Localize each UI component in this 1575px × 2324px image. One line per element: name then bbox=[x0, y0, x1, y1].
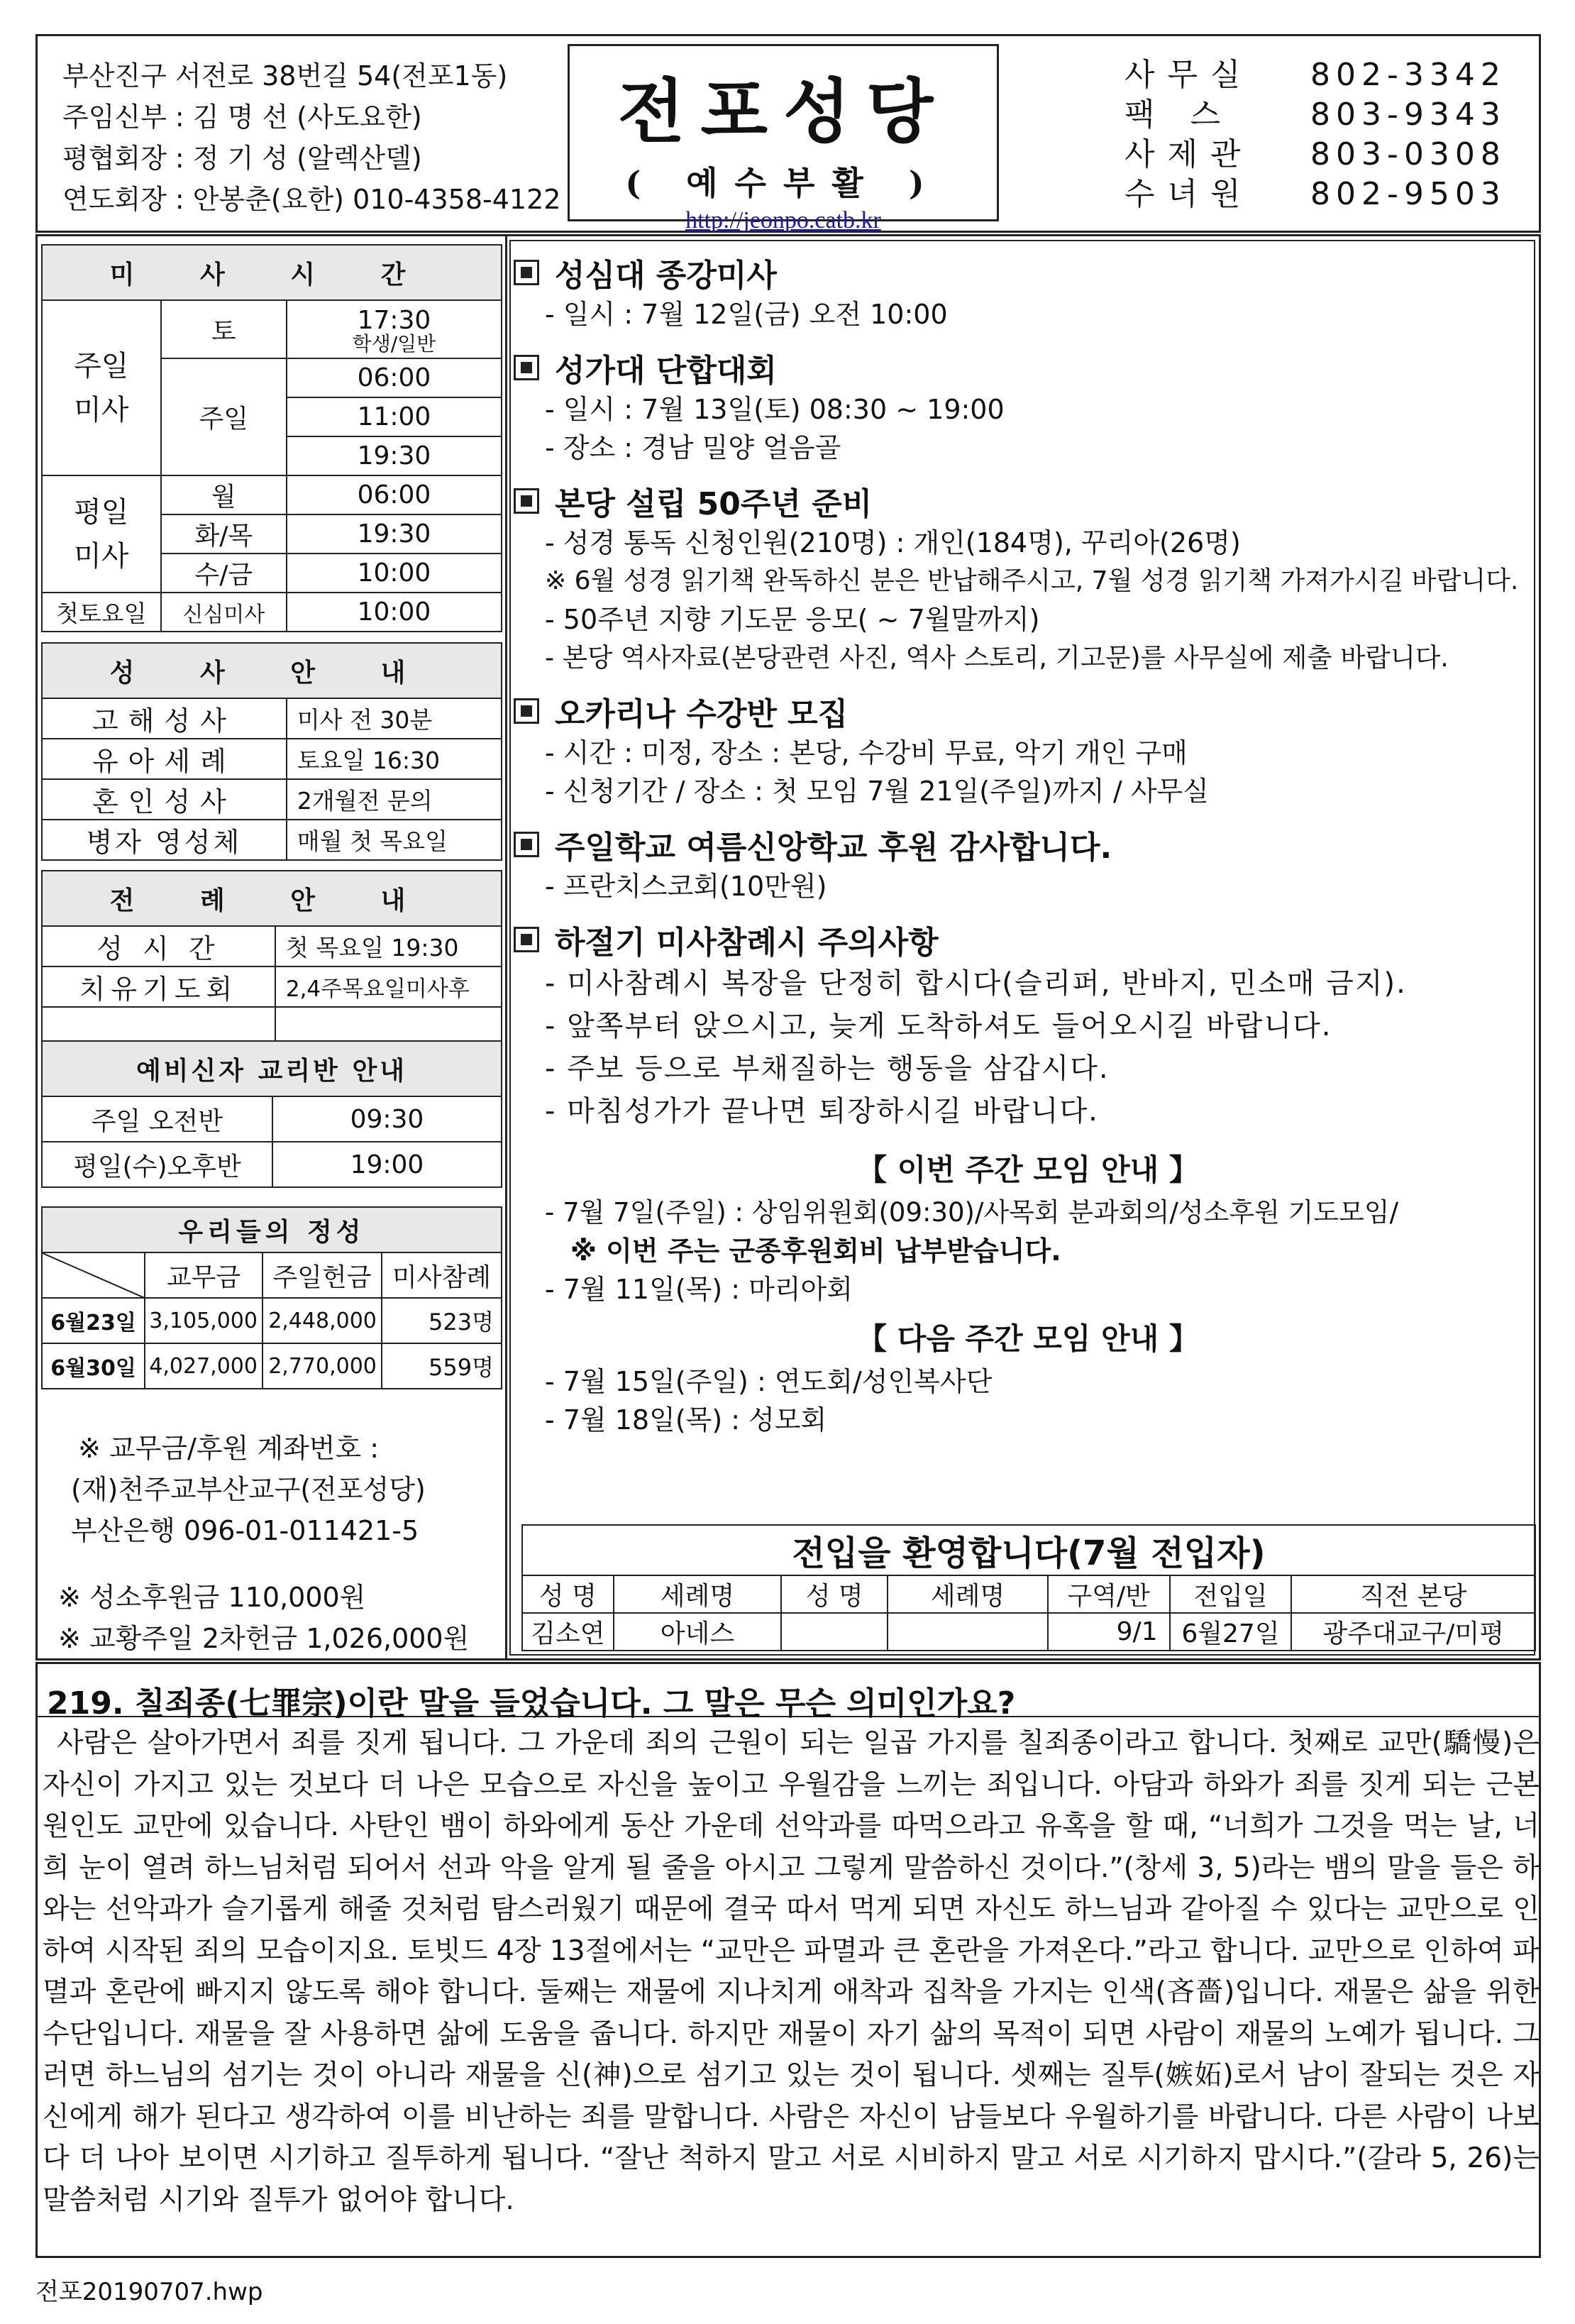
offering-value: 2,770,000 bbox=[262, 1343, 382, 1389]
sacrament-value: 2개월전 문의 bbox=[287, 779, 502, 820]
welcome-cell bbox=[888, 1613, 1047, 1651]
notice-title: 성심대 종강미사 bbox=[555, 258, 777, 294]
offering-value: 4,027,000 bbox=[145, 1343, 262, 1389]
sacrament-value: 토요일 16:30 bbox=[287, 739, 502, 779]
welcome-cell: 6월27일 bbox=[1170, 1613, 1292, 1651]
welcome-cell: 9/1 bbox=[1048, 1613, 1170, 1651]
weekday-day: 화/목 bbox=[161, 514, 287, 554]
contact-row: 사무실 802-3342 bbox=[1124, 57, 1506, 93]
class-time: 19:00 bbox=[272, 1142, 502, 1187]
square-bullet-icon bbox=[514, 260, 539, 285]
sacrament-label: 병자 영성체 bbox=[42, 820, 287, 860]
notice-line: - 마침성가가 끝나면 퇴장하시길 바랍니다. bbox=[545, 1095, 1099, 1128]
file-name: 전포20190707.hwp bbox=[35, 2278, 263, 2306]
sunday-time: 06:00 bbox=[287, 358, 502, 397]
worship-value: 첫 목요일 19:30 bbox=[275, 926, 502, 967]
worship-label: 성 시 간 bbox=[42, 926, 275, 967]
notice-item bbox=[514, 822, 1542, 905]
weekday-day: 월 bbox=[161, 475, 287, 514]
notice-title: 주일학교 여름신앙학교 후원 감사합니다. bbox=[555, 830, 1112, 866]
notice-line: - 미사참례시 복장을 단정히 합시다(슬리퍼, 반바지, 민소매 금지). bbox=[545, 967, 1407, 1000]
first-saturday-kind: 신심미사 bbox=[161, 593, 287, 632]
notice-line: - 시간 : 미정, 장소 : 본당, 수강비 무료, 악기 개인 구매 bbox=[545, 737, 1188, 769]
notice-line: - 본당 역사자료(본당관련 사진, 역사 스토리, 기고문)를 사무실에 제출 바랍니다. bbox=[545, 642, 1449, 673]
account-line: (재)천주교부산교구(전포성당) bbox=[71, 1474, 426, 1505]
welcome-header: 전입일 bbox=[1170, 1575, 1292, 1613]
article-body: 사람은 살아가면서 죄를 짓게 됩니다. 그 가운데 죄의 근원이 되는 일곱 가지를 칠죄종이라고 합니다. 첫째로 교만(驕慢)은 자신이 가지고 있는 것보다 더 나은 모습으로 자신을 높이고 우월감을 느끼는 죄입니다. 아담과 하와가 죄를 짓게 되는 근본 원인도 교만에 있습니다. 사탄인 뱀이 하와에게 동산 가운데 선악과를 따먹으라고 유혹을 할 때, “너희가 그것을 먹는 날, 너희 눈이 열려 하느님처럼 되어서 선과 악을 알게 될 줄을 아시고 그렇게 말씀하신 것이다.”(창세 3, 5)라는 뱀의 말을 들은 하와는 선악과가 슬기롭게 해줄 것처럼 탐스러웠기 때문에 결국 따서 먹게 되면 자신도 하느님과 같아질 수 있다는 교만으로 인하여 시작된 죄의 모습이지요. 토빗드 4장 13절에서는 “교만은 파멸과 큰 혼란을 가져온다.”라고 합니다. 교만으로 인하여 파멸과 혼란에 빠지지 않도록 해야 합니다. 둘째는 재물에 지나치게 애착과 집착을 가지는 인색(吝嗇)입니다. 재물은 삶을 위한 수단입니다. 재물을 잘 사용하면 삶에 도움을 줍니다. 하지만 재물이 자기 삶의 목적이 되면 사람이 재물의 노예가 됩니다. 그러면 하느님의 섬기는 것이 아니라 재물을 신(神)으로 섬기고 있는 것이 됩니다. 셋째는 질투(嫉妬)로서 남이 잘되는 것은 자신에게 해가 된다고 생각하여 이를 비난하는 죄를 말합니다. 사람은 자신이 남들보다 우월하기를 바랍니다. 다른 사람이 나보다 더 나아 보이면 시기하고 질투하게 됩니다. “잘난 척하지 말고 서로 시비하지 말고 서로 시기하지 맙시다.”(갈라 5, 26)는 말씀처럼 시기와 질투가 없어야 합니다. bbox=[43, 1727, 1540, 2216]
first-saturday-label: 첫토요일 bbox=[42, 593, 161, 632]
meeting-line: - 7월 11일(목) : 마리아회 bbox=[545, 1274, 853, 1305]
council-president: 평협회장 : 정 기 성 (알렉산델) bbox=[62, 143, 422, 174]
mass-schedule-table bbox=[41, 244, 502, 632]
notices bbox=[514, 243, 1542, 1439]
welcome-header: 성 명 bbox=[522, 1575, 614, 1613]
worship-label: 치유기도회 bbox=[42, 967, 275, 1007]
welcome-cell bbox=[781, 1613, 888, 1651]
welcome-cell: 김소연 bbox=[522, 1613, 614, 1651]
worship-value: 2,4주목요일미사후 bbox=[275, 967, 502, 1007]
welcome-header: 성 명 bbox=[781, 1575, 888, 1613]
offering-header: 교무금 bbox=[145, 1252, 262, 1298]
square-bullet-icon bbox=[514, 832, 539, 857]
notice-item bbox=[514, 917, 1542, 1133]
offering-note: ※ 성소후원금 110,000원 bbox=[58, 1582, 366, 1613]
offering-value: 3,105,000 bbox=[145, 1298, 262, 1343]
notice-title: 오카리나 수강반 모집 bbox=[555, 696, 849, 732]
parish-title: 전포성당 bbox=[617, 71, 949, 153]
notice-line: - 일시 : 7월 12일(금) 오전 10:00 bbox=[545, 299, 948, 330]
offering-table bbox=[41, 1206, 502, 1389]
sunday-time: 19:30 bbox=[287, 436, 502, 475]
welcome-header: 세례명 bbox=[614, 1575, 781, 1613]
address: 부산진구 서전로 38번길 54(전포1동) bbox=[62, 60, 508, 92]
title-box bbox=[568, 44, 999, 233]
notice-title: 성가대 단합대회 bbox=[555, 353, 777, 389]
notice-line: - 신청기간 / 장소 : 첫 모임 7월 21일(주일)까지 / 사무실 bbox=[545, 776, 1209, 807]
article-title: 219. 칠죄종(七罪宗)이란 말을 들었습니다. 그 말은 무슨 의미인가요? bbox=[47, 1685, 1016, 1722]
saturday-time: 17:30 학생/일반 bbox=[287, 300, 502, 358]
sacrament-label: 유아세례 bbox=[42, 739, 287, 779]
welcome-cell: 광주대교구/미평 bbox=[1291, 1613, 1535, 1651]
header-info bbox=[62, 55, 560, 220]
offering-note: ※ 교황주일 2차헌금 1,026,000원 bbox=[58, 1623, 470, 1654]
worship-title: 전 례 안 내 bbox=[42, 871, 502, 926]
parish-subtitle: ( 예수부활 ) bbox=[625, 164, 941, 202]
offering-notes bbox=[58, 1577, 469, 1659]
sacrament-table bbox=[41, 642, 502, 861]
welcome-title: 전입을 환영합니다(7월 전입자) bbox=[522, 1525, 1535, 1575]
contact-row: 사제관 803-0308 bbox=[1124, 136, 1506, 172]
catechumen-table bbox=[41, 1040, 502, 1188]
sacrament-label: 고해성사 bbox=[42, 698, 287, 739]
notice-line: - 장소 : 경남 밀양 얼음골 bbox=[545, 432, 841, 463]
welcome-header: 세례명 bbox=[888, 1575, 1047, 1613]
this-week-title: 【 이번 주간 모임 안내 】 bbox=[857, 1152, 1199, 1187]
weekday-mass-label: 평일미사 bbox=[42, 475, 161, 593]
saturday-label: 토 bbox=[161, 300, 287, 358]
class-label: 평일(수)오후반 bbox=[42, 1142, 272, 1187]
square-bullet-icon bbox=[514, 488, 539, 514]
notice-line: - 성경 통독 신청인원(210명) : 개인(184명), 꾸리아(26명) bbox=[545, 527, 1241, 558]
sunday-time: 11:00 bbox=[287, 397, 502, 436]
offering-header: 주일헌금 bbox=[262, 1252, 382, 1298]
meeting-line: - 7월 15일(주일) : 연도회/성인복사단 bbox=[545, 1366, 993, 1397]
worship-table bbox=[41, 870, 502, 1047]
offering-date: 6월23일 bbox=[42, 1298, 145, 1343]
square-bullet-icon bbox=[514, 698, 539, 724]
contact-row: 수녀원 802-9503 bbox=[1124, 176, 1506, 212]
mass-title: 미 사 시 간 bbox=[42, 245, 502, 300]
sacrament-value: 매월 첫 목요일 bbox=[287, 820, 502, 860]
weekday-time: 19:30 bbox=[287, 514, 502, 554]
pastor: 주임신부 : 김 명 선 (사도요한) bbox=[62, 101, 422, 133]
notice-line: - 주보 등으로 부채질하는 행동을 삼갑시다. bbox=[545, 1052, 1110, 1085]
notice-line: - 앞쪽부터 앉으시고, 늦게 도착하셔도 들어오시길 바랍니다. bbox=[545, 1010, 1332, 1042]
welcome-cell: 아네스 bbox=[614, 1613, 781, 1651]
welcome-table bbox=[521, 1524, 1536, 1651]
account-info bbox=[71, 1428, 426, 1551]
meeting-line: - 7월 18일(목) : 성모회 bbox=[545, 1404, 827, 1436]
offering-title: 우리들의 정성 bbox=[42, 1207, 502, 1252]
parish-url[interactable]: http://jeonpo.catb.kr bbox=[685, 207, 881, 233]
offering-date: 6월30일 bbox=[42, 1343, 145, 1389]
sacrament-value: 미사 전 30분 bbox=[287, 698, 502, 739]
first-saturday-time: 10:00 bbox=[287, 593, 502, 632]
offering-value: 523명 bbox=[382, 1298, 502, 1343]
diagonal-cell bbox=[42, 1252, 145, 1298]
class-time: 09:30 bbox=[272, 1096, 502, 1142]
contacts bbox=[1124, 55, 1506, 214]
meeting-line: - 7월 7일(주일) : 상임위원회(09:30)/사목회 분과회의/성소후원 기도모임/ bbox=[545, 1197, 1399, 1228]
welcome-header: 직전 본당 bbox=[1291, 1575, 1535, 1613]
square-bullet-icon bbox=[514, 927, 539, 952]
sacrament-title: 성 사 안 내 bbox=[42, 643, 502, 698]
weekday-time: 06:00 bbox=[287, 475, 502, 514]
notice-title: 하절기 미사참례시 주의사항 bbox=[555, 925, 939, 961]
contact-row: 팩 스 803-9343 bbox=[1124, 97, 1506, 133]
meeting-note: ※ 이번 주는 군종후원회비 납부받습니다. bbox=[570, 1235, 1061, 1267]
weekday-day: 수/금 bbox=[161, 554, 287, 593]
welcome-header: 구역/반 bbox=[1048, 1575, 1170, 1613]
next-week-title: 【 다음 주간 모임 안내 】 bbox=[857, 1321, 1199, 1356]
class-label: 주일 오전반 bbox=[42, 1096, 272, 1142]
notice-item bbox=[514, 478, 1542, 677]
square-bullet-icon bbox=[514, 355, 539, 380]
account-line: ※ 교무금/후원 계좌번호 : bbox=[78, 1433, 380, 1464]
notice-line: - 일시 : 7월 13일(토) 08:30 ~ 19:00 bbox=[545, 394, 1005, 425]
sunday-label: 주일 bbox=[161, 358, 287, 475]
notice-line: ※ 6월 성경 읽기책 완독하신 분은 반납해주시고, 7월 성경 읽기책 가져가시길 바랍니다. bbox=[545, 566, 1519, 595]
notice-item bbox=[514, 345, 1542, 467]
sacrament-label: 혼인성사 bbox=[42, 779, 287, 820]
offering-value: 559명 bbox=[382, 1343, 502, 1389]
notice-item bbox=[514, 688, 1542, 810]
notice-title: 본당 설립 50주년 준비 bbox=[555, 486, 873, 522]
column-divider bbox=[505, 234, 507, 1661]
offering-header: 미사참례 bbox=[382, 1252, 502, 1298]
memorial-president: 연도회장 : 안봉춘(요한) 010-4358-4122 bbox=[62, 184, 561, 215]
notice-line: - 프란치스코회(10만원) bbox=[545, 871, 827, 902]
notice-item bbox=[514, 250, 1542, 334]
notice-line: - 50주년 지향 기도문 응모( ~ 7월말까지) bbox=[545, 604, 1040, 635]
offering-value: 2,448,000 bbox=[262, 1298, 382, 1343]
account-line: 부산은행 096-01-011421-5 bbox=[71, 1515, 419, 1546]
catechumen-title: 예비신자 교리반 안내 bbox=[42, 1041, 502, 1096]
weekday-time: 10:00 bbox=[287, 554, 502, 593]
sunday-mass-label: 주일미사 bbox=[42, 300, 161, 475]
